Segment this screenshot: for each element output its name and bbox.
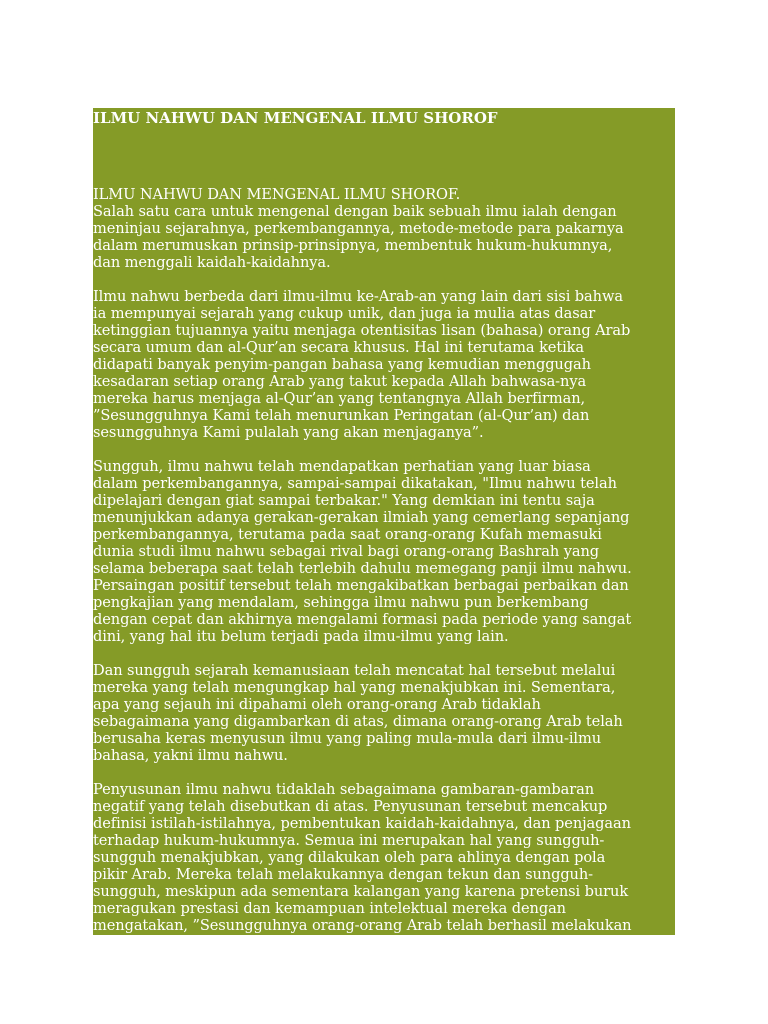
paragraph-5: Penyusunan ilmu nahwu tidaklah sebagaimana gambaran-gambaran negatif yang telah disebutkan di atas. Penyusunan tersebut mencakup definisi istilah-istilahnya, pembentukan kaidah-kaidahnya, dan penjagaan terhadap hukum-hukumnya. Semua ini merupakan hal yang sungguh- sungguh menakjubkan, yang dilakukan oleh para ahlinya dengan pola pikir Arab. Mereka telah melakukannya dengan tekun dan sungguh- sungguh, meskipun ada sementara kalangan yang karena pretensi buruk meragukan prestasi dan kemampuan intelektual mereka dengan mengatakan, ”Sesungguhnya orang-orang Arab telah berhasil melakukan <box>93 781 632 934</box>
page-title: ILMU NAHWU DAN MENGENAL ILMU SHOROF <box>93 109 498 127</box>
paragraph-2: Ilmu nahwu berbeda dari ilmu-ilmu ke-Arab-an yang lain dari sisi bahwa ia mempunyai sejarah yang cukup unik, dan juga ia mulia atas dasar ketinggian tujuannya yaitu menjaga otentisitas lisan (bahasa) orang Arab secara umum dan al-Qur’an secara khusus. Hal ini terutama ketika didapati banyak penyim-pangan bahasa yang kemudian menggugah kesadaran setiap orang Arab yang takut kepada Allah bahwasa-nya mereka harus menjaga al-Qur’an yang tentangnya Allah berfirman, ”Sesungguhnya Kami telah menurunkan Peringatan (al-Qur’an) dan sesungguhnya Kami pulalah yang akan menjaganya”. <box>93 288 631 441</box>
paragraph-1: ILMU NAHWU DAN MENGENAL ILMU SHOROF. Salah satu cara untuk mengenal dengan baik sebuah ilmu ialah dengan meninjau sejarahnya, perkembangannya, metode-metode para pakarnya dalam merumuskan prinsip-prinsipnya, membentuk hukum-hukumnya, dan menggali kaidah-kaidahnya. <box>93 186 624 271</box>
content-block <box>93 108 675 935</box>
article-body <box>93 186 675 935</box>
paragraph-3: Sungguh, ilmu nahwu telah mendapatkan perhatian yang luar biasa dalam perkembangannya, sampai-sampai dikatakan, "Ilmu nahwu telah dipelajari dengan giat sampai terbakar." Yang demkian ini tentu saja menunjukkan adanya gerakan-gerakan ilmiah yang cemerlang sepanjang perkembangannya, terutama pada saat orang-orang Kufah memasuki dunia studi ilmu nahwu sebagai rival bagi orang-orang Bashrah yang selama beberapa saat telah terlebih dahulu memegang panji ilmu nahwu. Persaingan positif tersebut telah mengakibatkan berbagai perbaikan dan pengkajian yang mendalam, sehingga ilmu nahwu pun berkembang dengan cepat dan akhirnya mengalami formasi pada periode yang sangat dini, yang hal itu belum terjadi pada ilmu-ilmu yang lain. <box>93 458 632 645</box>
paragraph-4: Dan sungguh sejarah kemanusiaan telah mencatat hal tersebut melalui mereka yang telah mengungkap hal yang menakjubkan ini. Sementara, apa yang sejauh ini dipahami oleh orang-orang Arab tidaklah sebagaimana yang digambarkan di atas, dimana orang-orang Arab telah berusaha keras menyusun ilmu yang paling mula-mula dari ilmu-ilmu bahasa, yakni ilmu nahwu. <box>93 662 623 764</box>
